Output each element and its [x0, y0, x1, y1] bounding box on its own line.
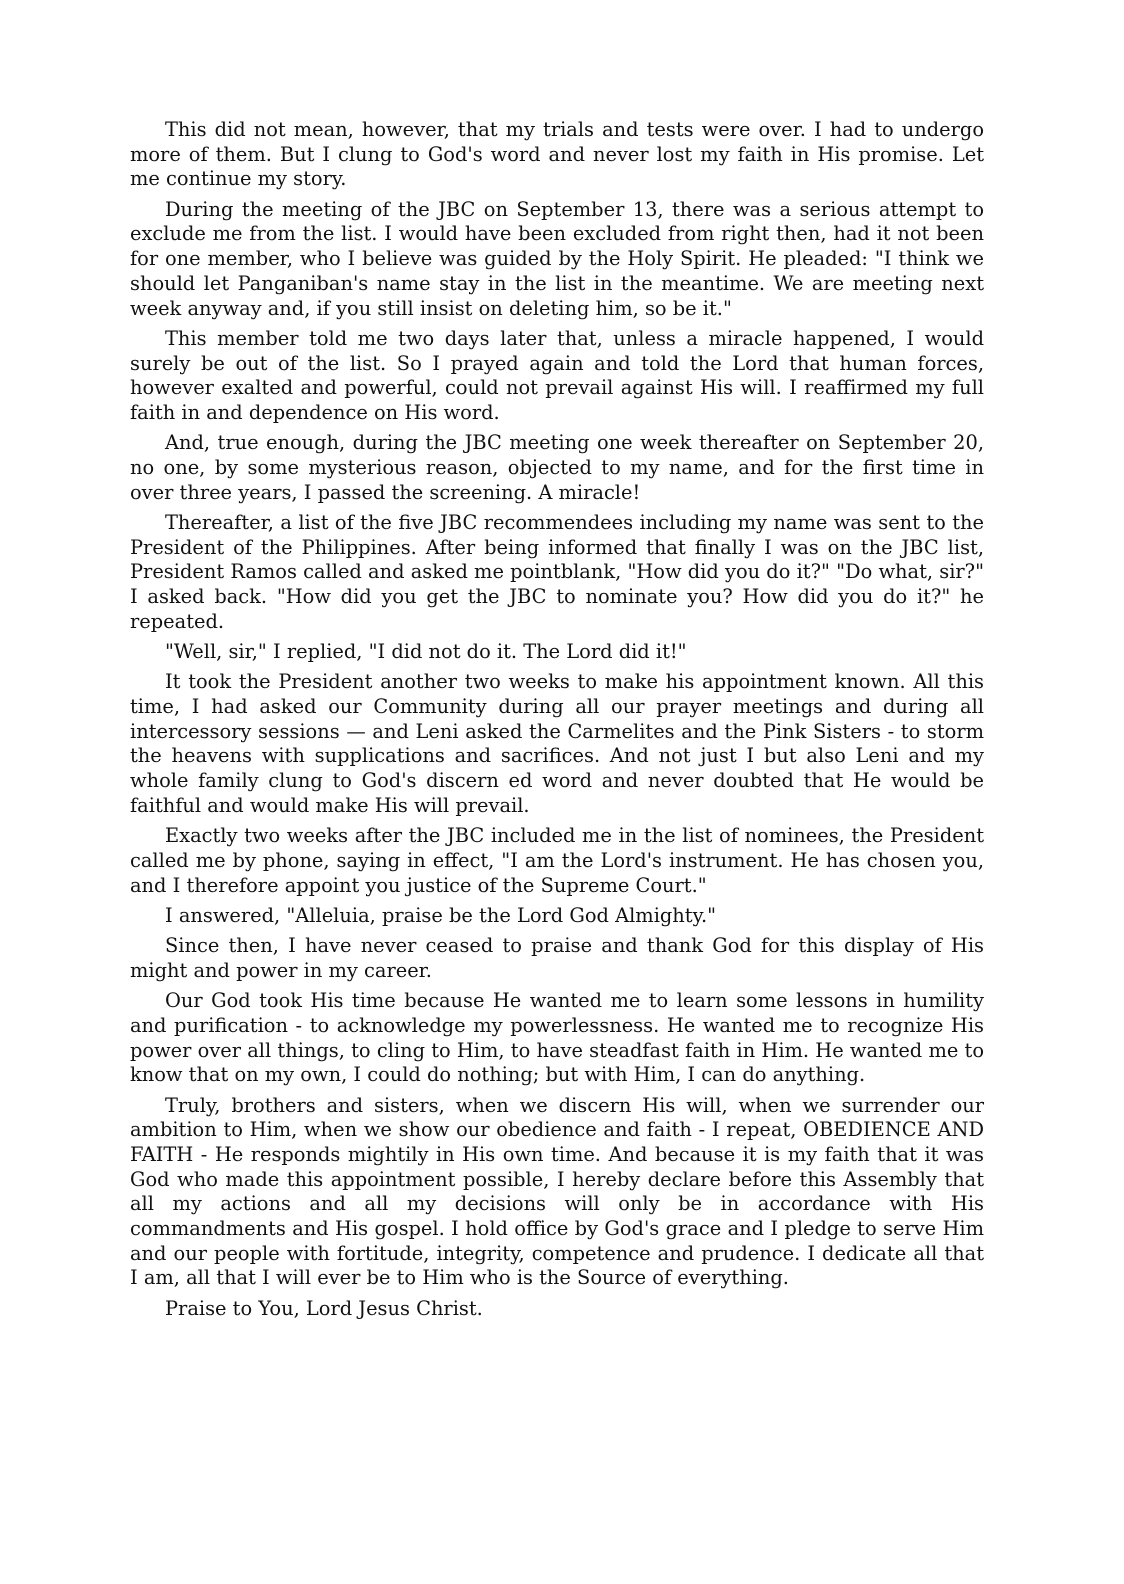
paragraph-11: Our God took His time because He wanted me to learn some lessons in humility and purification - to acknowledge my powerlessness. He wanted me to recognize His power over all things, to cling to Him, to have steadfast faith in Him. He wanted me to know that on my own, I could do nothing; but with Him, I can do anything. — [130, 989, 984, 1087]
paragraph-1: This did not mean, however, that my trials and tests were over. I had to undergo more of them. But I clung to God's word and never lost my faith in His promise. Let me continue my story. — [130, 118, 984, 191]
paragraph-13: Praise to You, Lord Jesus Christ. — [165, 1296, 483, 1320]
paragraph-10: Since then, I have never ceased to praise and thank God for this display of His might and power in my career. — [130, 934, 984, 982]
paragraph-8: Exactly two weeks after the JBC included me in the list of nominees, the President called me by phone, saying in effect, "I am the Lord's instrument. He has chosen you, and I therefore appoint you justice of the Supreme Court." — [130, 824, 984, 897]
document-page — [130, 118, 984, 1327]
paragraph-9: I answered, "Alleluia, praise be the Lord God Almighty." — [165, 903, 717, 927]
paragraph-2: During the meeting of the JBC on September 13, there was a serious attempt to exclude me from the list. I would have been excluded from right then, had it not been for one member, who I believe was guided by the Holy Spirit. He pleaded: "I think we should let Panganiban's name stay in the list in the meantime. We are meeting next week anyway and, if you still insist on deleting him, so be it." — [130, 197, 984, 320]
paragraph-5: Thereafter, a list of the five JBC recommendees including my name was sent to the President of the Philippines. After being informed that finally I was on the JBC list, President Ramos called and asked me pointblank, "How did you do it?" "Do what, sir?" I asked back. "How did you get the JBC to nominate you? How did you do it?" he repeated. — [130, 510, 984, 633]
paragraph-4: And, true enough, during the JBC meeting one week thereafter on September 20, no one, by some mysterious reason, objected to my name, and for the first time in over three years, I passed the screening. A miracle! — [130, 431, 984, 504]
paragraph-12: Truly, brothers and sisters, when we discern His will, when we surrender our ambition to Him, when we show our obedience and faith - I repeat, OBEDIENCE AND FAITH - He responds mightily in His own time. And because it is my faith that it was God who made this appointment possible, I hereby declare before this Assembly that all my actions and all my decisions will only be in accordance with His commandments and His gospel. I hold office by God's grace and I pledge to serve Him and our people with fortitude, integrity, competence and prudence. I dedicate all that I am, all that I will ever be to Him who is the Source of everything. — [130, 1093, 984, 1290]
paragraph-3: This member told me two days later that, unless a miracle happened, I would surely be out of the list. So I prayed again and told the Lord that human forces, however exalted and powerful, could not prevail against His will. I reaffirmed my full faith in and dependence on His word. — [130, 326, 984, 424]
paragraph-7: It took the President another two weeks to make his appointment known. All this time, I had asked our Community during all our prayer meetings and during all intercessory sessions — and Leni asked the Carmelites and the Pink Sisters - to storm the heavens with supplications and sacrifices. And not just I but also Leni and my whole family clung to God's discern ed word and never doubted that He would be faithful and would make His will prevail. — [130, 670, 984, 817]
paragraph-6: "Well, sir," I replied, "I did not do it. The Lord did it!" — [165, 640, 687, 664]
